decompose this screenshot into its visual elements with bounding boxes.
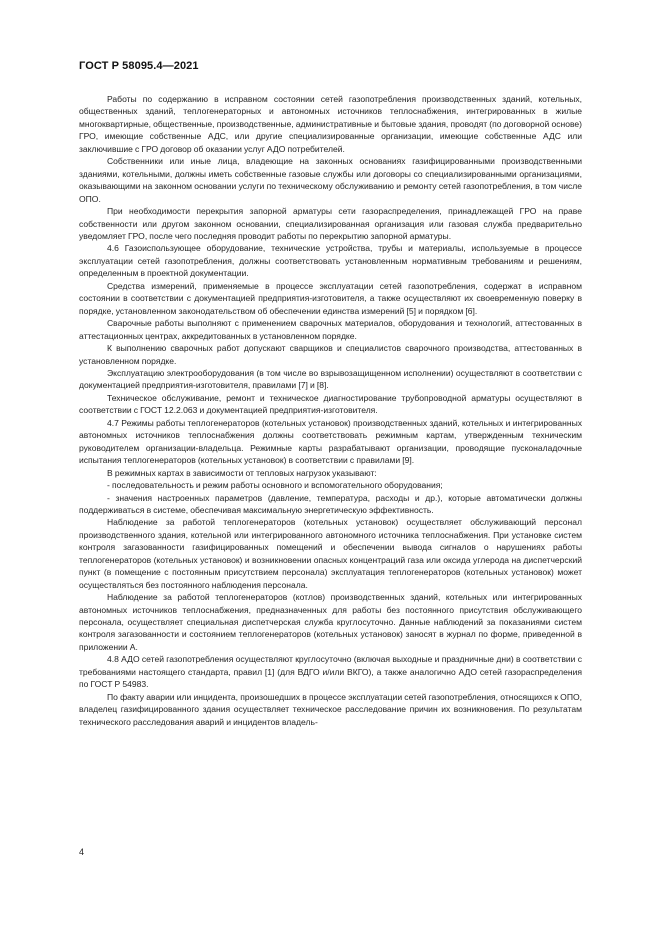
paragraph: По факту аварии или инцидента, произошедших в процессе эксплуатации сетей газопотребления, относящихся к ОПО, владелец газифицированного здания осуществляет техническое расследование причин их возникновения. По результатам технического расследования аварий и инцидентов владель- — [79, 691, 582, 727]
paragraph: В режимных картах в зависимости от тепловых нагрузок указывают: — [107, 467, 377, 478]
paragraph: Работы по содержанию в исправном состоянии сетей газопотребления производственных зданий, котельных, общественных зданий, теплогенераторных и автономных источников теплоснабжения, интегрированных в жилые многоквартирные, общественные, производственные, административные и бытовые здания, проводят (по договорной основе) ГРО, имеющие собственные АДС, или другие специализированные организации, имеющие собственные АДС или заключившие с ГРО договор об оказании услуг АДО потребителей. — [79, 94, 582, 154]
paragraph: Наблюдение за работой теплогенераторов (котлов) производственных зданий, котельных или интегрированных автономных источников теплоснабжения, предназначенных для работы без постоянного присутствия обслуживающего персонала, осуществляет специальная диспетчерская служба круглосуточно. Данные наблюдений за показаниями систем контроля загазованности и состоянием теплогенераторов (котельных установок) заносят в журнал по форме, приведенной в приложении А. — [79, 592, 582, 652]
document-body — [79, 93, 582, 728]
paragraph: Средства измерений, применяемые в процессе эксплуатации сетей газопотребления, содержат в исправном состоянии в соответствии с документацией предприятия-изготовителя, а также осуществляют их своевременную поверку в порядке, установленном законодательством об обеспечении единства измерений [5] и порядком [6]. — [79, 280, 582, 316]
paragraph: - значения настроенных параметров (давление, температура, расходы и др.), которые автоматически должны поддерживаться в системе, обеспечивая максимальную энергетическую эффективность. — [79, 492, 582, 515]
paragraph: Эксплуатацию электрооборудования (в том числе во взрывозащищенном исполнении) осуществляют в соответствии с документацией предприятия-изготовителя, правилами [7] и [8]. — [79, 367, 582, 391]
page-number: 4 — [79, 847, 85, 857]
paragraph: Наблюдение за работой теплогенераторов (котельных установок) осуществляет обслуживающий персонал производственного здания, котельной или интегрированного автономного источника теплоснабжения. При установке систем контроля загазованности газифицированных помещений и обеспечении вывода сигналов о нарушениях работы теплогенераторов (котельных установок) и возникновении опасных концентраций газа или оксида углерода на диспетчерский пункт (в помещение с постоянным присутствием персонала) эксплуатация теплогенераторов (котельных установок) может осуществляться без постоянного наблюдения персонала. — [79, 517, 582, 590]
paragraph: Техническое обслуживание, ремонт и техническое диагностирование трубопроводной арматуры осуществляют в соответствии с ГОСТ 12.2.063 и документацией предприятия-изготовителя. — [79, 392, 582, 416]
paragraph: При необходимости перекрытия запорной арматуры сети газораспределения, принадлежащей ГРО на праве собственности или другом законном основании, специализированная организация или газовая служба предварительно уведомляет ГРО, после чего последняя проводит работы по перекрытию запорной арматуры. — [79, 206, 582, 241]
paragraph: 4.7 Режимы работы теплогенераторов (котельных установок) производственных зданий, котельных и интегрированных автономных источников теплоснабжения должны соответствовать режимным картам, утвержденным техническим руководителем организации-владельца. Режимные карты разрабатывают организации, проводящие пусконаладочные испытания теплогенераторов (котельных установок) в соответствии с правилами [9]. — [79, 417, 582, 466]
paragraph: 4.8 АДО сетей газопотребления осуществляют круглосуточно (включая выходные и праздничные дни) в соответствии с требованиями настоящего стандарта, правил [1] (для ВДГО и/или ВКГО), а также аналогично АДО сетей газораспределения по ГОСТ Р 54983. — [79, 654, 582, 690]
paragraph: Сварочные работы выполняют с применением сварочных материалов, оборудования и технологий, аттестованных в аттестационных центрах, аккредитованных в установленном порядке. — [79, 318, 582, 341]
standard-header: ГОСТ Р 58095.4—2021 — [79, 60, 199, 72]
paragraph: Собственники или иные лица, владеющие на законных основаниях газифицированными производственными зданиями, котельными, должны иметь собственные газовые службы или договоры со специализированными организациями, оказывающими на законном основании услуги по техническому обслуживанию и ремонту сетей газопотребления, в том числе ОПО. — [79, 156, 582, 204]
paragraph: 4.6 Газоиспользующее оборудование, технические устройства, трубы и материалы, используемые в процессе эксплуатации сетей газопотребления, должны соответствовать установленным нормативным требованиям и решениям, определенным в проектной документации. — [79, 243, 582, 279]
paragraph: К выполнению сварочных работ допускают сварщиков и специалистов сварочного производства, аттестованных в установленном порядке. — [79, 343, 582, 366]
paragraph: - последовательность и режим работы основного и вспомогательного оборудования; — [107, 480, 443, 491]
